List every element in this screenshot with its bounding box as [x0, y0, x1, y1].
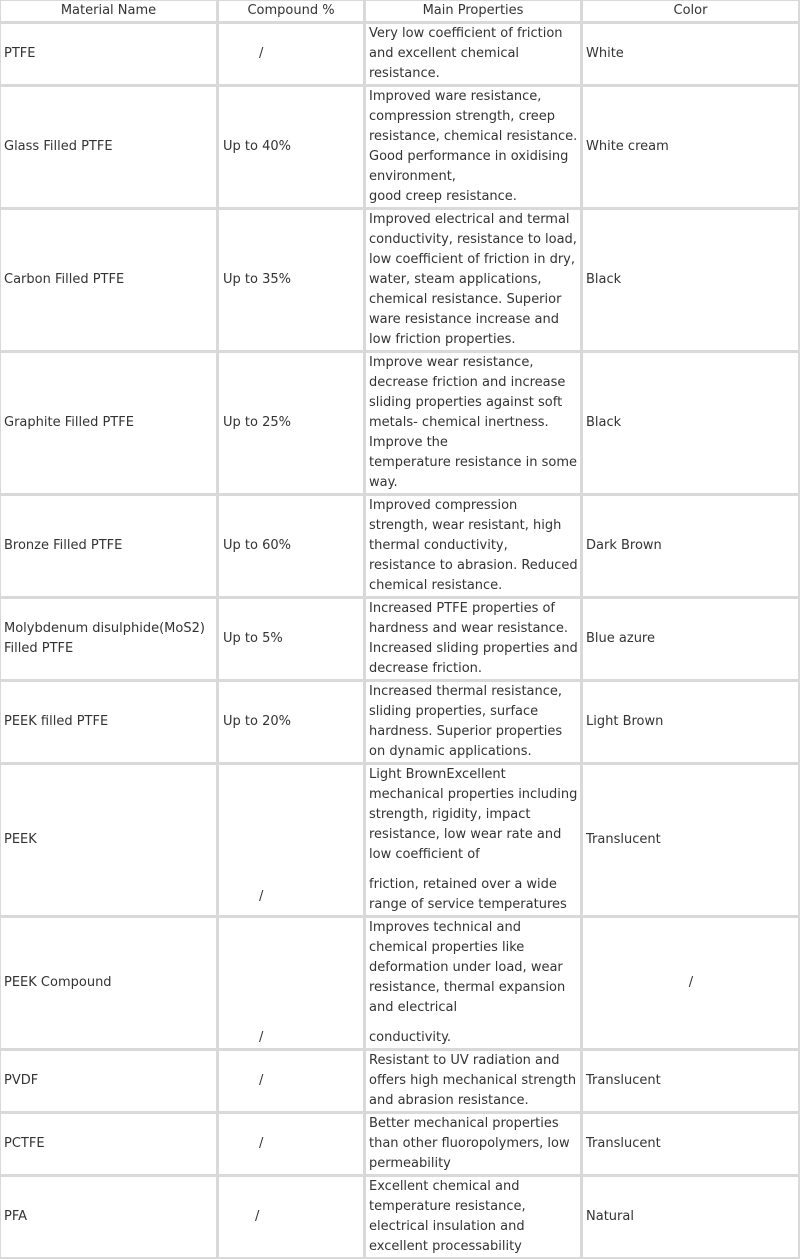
properties-text: Improved ware resistance, compression strength, creep resistance, chemical resistance. Good performance in oxidising environment, [369, 89, 578, 184]
main-properties [365, 681, 582, 764]
material-color: Translucent [582, 1113, 800, 1176]
properties-text: Improves technical and chemical properties like deformation under load, wear resistance, thermal expansion and electrical [369, 920, 566, 1015]
material-name: Carbon Filled PTFE [0, 209, 218, 352]
material-name: PFA [0, 1176, 218, 1259]
material-color: Dark Brown [582, 495, 800, 598]
table-row [0, 1050, 800, 1113]
material-color: White [582, 23, 800, 86]
main-properties [365, 598, 582, 681]
material-color: Black [582, 352, 800, 495]
properties-text: Better mechanical properties than other fluoropolymers, low permeability [369, 1116, 570, 1171]
material-name: PEEK Compound [0, 917, 218, 1050]
material-name: PCTFE [0, 1113, 218, 1176]
material-color: Translucent [582, 1050, 800, 1113]
main-properties [365, 86, 582, 209]
properties-text: Very low coefficient of friction and excellent chemical resistance. [369, 26, 563, 81]
table-row [0, 352, 800, 495]
table-row [0, 209, 800, 352]
properties-text: friction, retained over a wide range of service temperatures [369, 877, 567, 912]
header-main-properties: Main Properties [365, 0, 582, 23]
table-row [0, 598, 800, 681]
compound-percent: Up to 35% [218, 209, 365, 352]
properties-text: Light BrownExcellent mechanical properties including strength, rigidity, impact resistance, low wear rate and low coefficient of [369, 767, 578, 862]
material-name: PEEK filled PTFE [0, 681, 218, 764]
header-compound: Compound % [218, 0, 365, 23]
material-name: Graphite Filled PTFE [0, 352, 218, 495]
main-properties [365, 23, 582, 86]
material-color: White cream [582, 86, 800, 209]
compound-percent: Up to 20% [218, 681, 365, 764]
compound-percent: Up to 5% [218, 598, 365, 681]
material-name: Glass Filled PTFE [0, 86, 218, 209]
table-row [0, 1113, 800, 1176]
properties-text: Improved compression strength, wear resistant, high thermal conductivity, resistance to abrasion. Reduced chemical resistance. [369, 498, 578, 593]
header-color: Color [582, 0, 800, 23]
compound-percent: / [218, 1050, 365, 1113]
compound-percent: / [218, 917, 365, 1050]
material-color: Light Brown [582, 681, 800, 764]
compound-percent: / [218, 1113, 365, 1176]
header-row [0, 0, 800, 23]
material-color: Natural [582, 1176, 800, 1259]
compound-percent: Up to 40% [218, 86, 365, 209]
main-properties [365, 495, 582, 598]
material-name: PEEK [0, 764, 218, 917]
compound-percent: / [218, 764, 365, 917]
material-name: PTFE [0, 23, 218, 86]
properties-text: good creep resistance. [369, 189, 517, 204]
properties-text: Resistant to UV radiation and offers high mechanical strength and abrasion resistance. [369, 1053, 577, 1108]
properties-text: conductivity. [369, 1030, 452, 1045]
properties-text: Improve wear resistance, decrease friction and increase sliding properties against soft metals- chemical inertness. Improve the [369, 355, 566, 450]
properties-text: Excellent chemical and temperature resistance, electrical insulation and excellent processability [369, 1179, 526, 1254]
table-row [0, 1176, 800, 1259]
main-properties [365, 917, 582, 1050]
material-name: PVDF [0, 1050, 218, 1113]
main-properties [365, 352, 582, 495]
material-color: Translucent [582, 764, 800, 917]
properties-text: Improved electrical and termal conductivity, resistance to load, low coefficient of friction in dry, water, steam applications, chemical resistance. Superior ware resistance increase and low friction properties. [369, 212, 577, 347]
table-row [0, 86, 800, 209]
material-name: Bronze Filled PTFE [0, 495, 218, 598]
material-name: Molybdenum disulphide(MoS2) Filled PTFE [0, 598, 218, 681]
table-row [0, 23, 800, 86]
table-row [0, 917, 800, 1050]
properties-text: Increased PTFE properties of hardness and wear resistance. Increased sliding properties and decrease friction. [369, 601, 578, 676]
table-row [0, 495, 800, 598]
material-color: Blue azure [582, 598, 800, 681]
main-properties [365, 1113, 582, 1176]
compound-percent: / [218, 23, 365, 86]
main-properties [365, 1050, 582, 1113]
table-row [0, 681, 800, 764]
header-material-name: Material Name [0, 0, 218, 23]
material-color: Black [582, 209, 800, 352]
compound-percent: / [218, 1176, 365, 1259]
table-row [0, 764, 800, 917]
main-properties [365, 764, 582, 917]
properties-text: temperature resistance in some way. [369, 455, 578, 490]
material-color: / [582, 917, 800, 1050]
compound-percent: Up to 60% [218, 495, 365, 598]
properties-text: Increased thermal resistance, sliding properties, surface hardness. Superior properties on dynamic applications. [369, 684, 563, 759]
main-properties [365, 209, 582, 352]
main-properties [365, 1176, 582, 1259]
compound-percent: Up to 25% [218, 352, 365, 495]
